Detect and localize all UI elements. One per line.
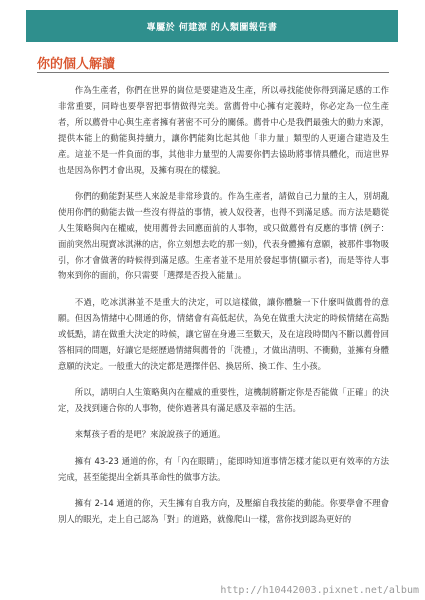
report-header-bar (26, 10, 398, 42)
paragraph-channel-43-23: 擁有 43-23 通道的你，有「內在眼睛」，能即時知道事情怎樣才能以更有效率的方法完成，甚至能提出全新具革命性的做事方法。 (58, 455, 389, 482)
paragraph-sacral-energy: 你們的動能對某些人來說是非常珍貴的。作為生產者，請做自己力量的主人，別胡亂使用你們的動能去做一些沒有得益的事情，被人奴役著，也得不到滿足感。而方法是聽從人生策略與內在權威，使用薦骨去回應面前的人事物，或只做薦骨有反應的事情 (例子：面前突然出現賣冰淇淋的店，你立刻想去吃的那一刻)，代表身體擁有意願，被那件事物吸引，你才會做著的時候得到滿足感。生產者並不是用於發起事情(顯示者)，而是等待人事物來到你的面前，你只需要「選擇是否投入能量」。 (58, 190, 389, 281)
paragraph-children-intro: 來幫孩子看的是吧？來說說孩子的通道。 (74, 429, 226, 440)
paragraph-strategy-importance: 所以，請明白人生策略與內在權威的重要性，這機制將斷定你是否能做「正確」的決定，及找到適合你的人事物，使你過著具有滿足感及幸福的生活。 (58, 386, 389, 413)
section-title: 你的個人解讀 (37, 57, 116, 72)
paragraph-producer-role: 作為生產者，你們在世界的崗位是要建造及生產，所以尋找能使你得到滿足感的工作非常重要，同時也要學習把事情做得完美。當薦骨中心擁有定義時，你必定為一位生產者，所以薦骨中心與生產者擁有著密不可分的關係。薦骨中心是我們最強大的動力來源，提供本能上的動能與持續力，讓你們能夠比起其他「非力量」類型的人更適合建造及生產。這並不是一件負面的事，其他非力量型的人需要你們去協助將事情具體化，而這世界也是因為你們才會出現，及擁有現在的樣貌。 (58, 85, 389, 175)
paragraph-emotional-authority: 不過，吃冰淇淋並不是重大的決定，可以這樣做，讓你體驗一下什麼叫做薦骨的意願。但因為情緒中心開通的你，情緒會有高低起伏，為免在做重大決定的時候情緒在高點或低點，請在做重大決定的時候，讓它留在身邊三至數天，及在這段時間內不斷以薦骨回答相同的問題，好讓它是經歷過情緒與薦骨的「洗禮」，才做出清明、不衝動，並擁有身體意願的決定。一般重大的決定都是選擇伴侶、換居所、換工作、生小孩。 (58, 296, 389, 371)
reading-body (58, 83, 389, 538)
title-divider (37, 72, 389, 73)
report-title: 專屬於 何建源 的人類圖報告書 (146, 22, 278, 33)
album-watermark: http://h10442003.pixnet.net/album (220, 585, 419, 596)
paragraph-channel-2-14: 擁有 2-14 通道的你，天生擁有自我方向，及壓縮自我技能的動能。你要學會不理會別人的眼光，走上自己認為「對」的道路，就像爬山一樣，當你找到認為更好的 (58, 497, 389, 524)
